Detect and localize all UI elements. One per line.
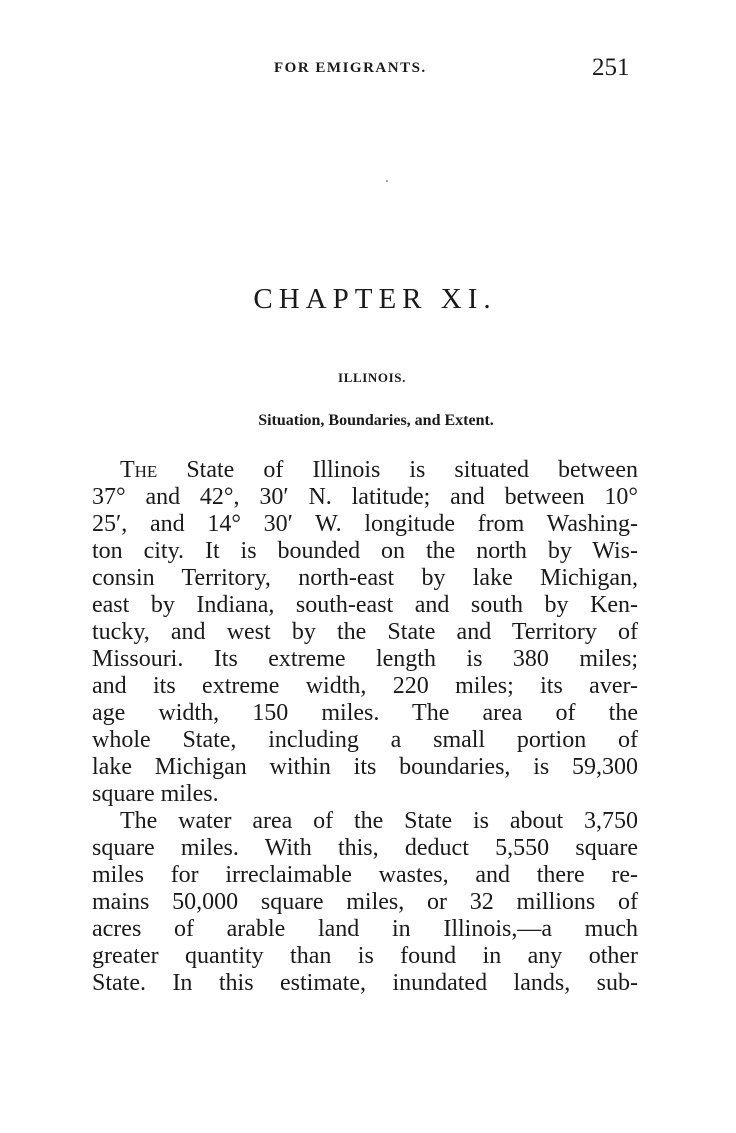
state-heading: ILLINOIS. <box>338 370 406 385</box>
text-line: acres of arable land in Illinois,—a much <box>92 916 638 942</box>
text-line: lake Michigan within its boundaries, is 59,300 <box>92 754 638 780</box>
chapter-title: CHAPTER XI. <box>253 283 497 315</box>
text-line: ton city. It is bounded on the north by Wis- <box>92 538 638 564</box>
paper-speck <box>386 180 388 182</box>
text-line: 25′, and 14° 30′ W. longitude from Washing- <box>92 511 638 537</box>
section-heading: Situation, Boundaries, and Extent. <box>258 412 494 429</box>
text-line: whole State, including a small portion of <box>92 727 638 753</box>
text-line: and its extreme width, 220 miles; its aver- <box>92 673 638 699</box>
text-line: age width, 150 miles. The area of the <box>92 700 638 726</box>
text-line: miles for irreclaimable wastes, and there re- <box>92 862 638 888</box>
text-line: Missouri. Its extreme length is 380 miles; <box>92 646 638 672</box>
drop-lead-word: The <box>120 457 158 483</box>
text-line: square miles. <box>92 781 219 807</box>
text-line: mains 50,000 square miles, or 32 millions of <box>92 889 638 915</box>
body-text <box>92 457 638 997</box>
text-line: The water area of the State is about 3,750 <box>120 808 638 834</box>
text-line-content: State of Illinois is situated between <box>157 457 638 483</box>
text-line: 37° and 42°, 30′ N. latitude; and between 10° <box>92 484 638 510</box>
text-line: east by Indiana, south-east and south by Ken- <box>92 592 638 618</box>
text-line: greater quantity than is found in any other <box>92 943 638 969</box>
text-line: tucky, and west by the State and Territory of <box>92 619 638 645</box>
page-number: 251 <box>592 54 630 81</box>
running-head: FOR EMIGRANTS. <box>274 60 427 76</box>
text-line: consin Territory, north-east by lake Michigan, <box>92 565 638 591</box>
text-line: State. In this estimate, inundated lands, sub- <box>92 970 638 996</box>
text-line <box>92 457 638 484</box>
text-line: square miles. With this, deduct 5,550 square <box>92 835 638 861</box>
